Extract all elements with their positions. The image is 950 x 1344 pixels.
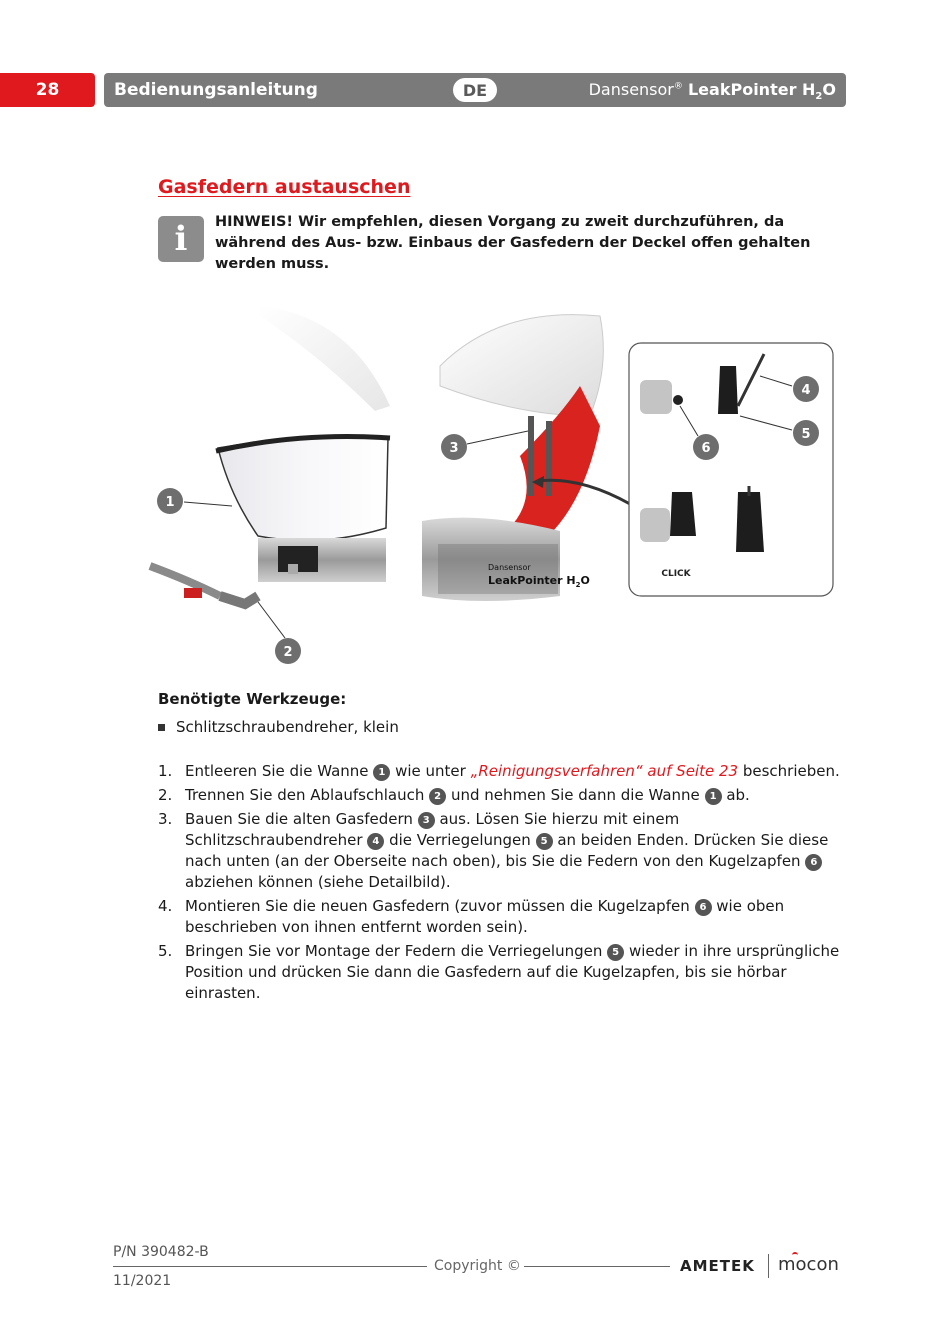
tools-heading: Benötigte Werkzeuge:	[158, 690, 347, 708]
device-name-main: LeakPointer H	[488, 574, 576, 587]
step-number: 5.	[158, 942, 173, 960]
language-code: DE	[462, 80, 488, 100]
step-text	[185, 941, 848, 1004]
gas-spring	[528, 416, 534, 496]
callout-label-6: 6	[701, 441, 711, 456]
step-item	[158, 896, 848, 938]
hose-elbow	[220, 596, 258, 604]
reference-badge: 6	[805, 854, 822, 871]
brand-name: Dansensor	[588, 80, 674, 99]
language-badge	[453, 78, 497, 102]
step-text	[185, 896, 848, 938]
step-item	[158, 941, 848, 1004]
reference-badge: 1	[705, 788, 722, 805]
step-text-part: die Verriegelungen	[389, 831, 531, 849]
ball-stud-top	[640, 380, 672, 414]
step-text-part: wie unter	[395, 762, 466, 780]
product-title	[687, 80, 836, 103]
product-suffix: O	[822, 80, 836, 99]
spring-end-bottom-left	[670, 492, 696, 536]
logo-divider	[768, 1254, 769, 1278]
notice-text: HINWEIS! Wir empfehlen, diesen Vorgang zu zweit durchzuführen, da während des Aus- bzw. Einbaus der Gasfedern der Deckel offen gehalten werden muss.	[215, 214, 811, 272]
step-text	[185, 809, 848, 893]
base-connector	[288, 564, 298, 574]
reference-badge: 1	[373, 764, 390, 781]
step-text-part: Bauen Sie die alten Gasfedern	[185, 810, 413, 828]
step-number: 3.	[158, 810, 173, 828]
callout-label-2: 2	[283, 645, 293, 660]
device-name-sub: 2	[575, 581, 581, 589]
step-number: 4.	[158, 897, 173, 915]
callout-line-1	[184, 502, 232, 506]
step-text-part: und nehmen Sie dann die Wanne	[450, 786, 700, 804]
device-brand-text: Dansensor	[488, 563, 531, 572]
ball-stud-bottom	[640, 508, 670, 542]
page-number	[0, 73, 95, 107]
step-text-part: wie oben beschrieben von ihnen entfernt worden sein).	[185, 897, 785, 936]
callout-label-1: 1	[165, 495, 175, 510]
page-number-text: 28	[35, 80, 60, 100]
ball-stud-head-top	[673, 395, 683, 405]
step-text-part: abziehen können (siehe Detailbild).	[185, 873, 451, 891]
product-title-text: LeakPointer H	[687, 80, 816, 99]
mocon-logo	[778, 1254, 839, 1275]
step-text-part: an beiden Enden. Drücken Sie diese nach unten (an der Oberseite nach oben), bis Sie die Federn von den Kugelzapfen	[185, 831, 829, 870]
step-text-part: ab.	[726, 786, 750, 804]
mocon-logo-text: mocon	[778, 1254, 839, 1275]
tools-list	[158, 718, 399, 736]
reference-badge: 6	[695, 899, 712, 916]
footer-divider-right	[524, 1266, 670, 1267]
step-number: 1.	[158, 762, 173, 780]
ametek-logo: AMETEK	[680, 1257, 755, 1275]
procedure-steps	[158, 761, 848, 1007]
part-number: P/N 390482-B	[113, 1244, 209, 1260]
callout-line-2	[258, 602, 285, 638]
gas-spring-2	[546, 421, 552, 496]
step-text-part: beschrieben.	[742, 762, 840, 780]
step-text	[185, 761, 848, 782]
product-name	[589, 80, 836, 102]
device-name-text	[488, 574, 590, 589]
callout-line-3	[467, 431, 528, 444]
footer-divider-left	[113, 1266, 427, 1267]
bowl-base	[258, 538, 386, 582]
step-number: 2.	[158, 786, 173, 804]
step-item	[158, 785, 848, 806]
callout-label-5: 5	[801, 427, 811, 442]
step-text	[185, 785, 848, 806]
step-text-part: wieder in ihre ursprüngliche Position und drücken Sie dann die Gasfedern auf die Kugelzapfen, bis sie hörbar einrasten.	[185, 942, 840, 1002]
publication-date: 11/2021	[113, 1273, 172, 1289]
copyright-text: Copyright ©	[434, 1258, 521, 1274]
callout-label-4: 4	[801, 383, 811, 398]
step-text-part: Bringen Sie vor Montage der Federn die Verriegelungen	[185, 942, 603, 960]
section-title: Gasfedern austauschen	[158, 176, 411, 198]
reference-badge: 2	[429, 788, 446, 805]
spring-end-bottom-right	[736, 492, 764, 552]
reference-badge: 5	[536, 833, 553, 850]
tool-item	[158, 718, 399, 736]
callout-label-3: 3	[449, 441, 459, 456]
step-item	[158, 761, 848, 782]
hose-valve	[184, 588, 202, 598]
step-text-part: Entleeren Sie die Wanne	[185, 762, 369, 780]
product-subscript: 2	[815, 91, 823, 103]
tool-item-text: Schlitzschraubendreher, klein	[176, 718, 399, 736]
gas-spring-illustration	[140, 296, 840, 676]
step-text-part: Trennen Sie den Ablaufschlauch	[185, 786, 425, 804]
info-icon	[158, 216, 204, 262]
step-text-part: Montieren Sie die neuen Gasfedern (zuvor müssen die Kugelzapfen	[185, 897, 690, 915]
registered-mark: ®	[673, 81, 683, 92]
bowl	[218, 437, 388, 540]
lid-ghost-left	[260, 306, 390, 411]
header-bar	[104, 73, 846, 107]
reference-badge: 4	[367, 833, 384, 850]
device-name-suffix: O	[580, 574, 590, 587]
step-text-part: aus. Lösen Sie hierzu mit einem Schlitzschraubendreher	[185, 810, 680, 849]
cross-reference-link[interactable]: „Reinigungsverfahren“ auf Seite 23	[470, 762, 739, 780]
manual-title: Bedienungsanleitung	[114, 80, 318, 100]
mocon-logo-mark	[792, 1252, 798, 1257]
spring-end-top	[718, 366, 738, 414]
click-label: CLICK	[661, 569, 691, 579]
bullet-icon	[158, 724, 165, 731]
reference-badge: 5	[607, 944, 624, 961]
step-item	[158, 809, 848, 893]
reference-badge: 3	[418, 812, 435, 829]
info-icon-glyph: i	[174, 219, 188, 259]
